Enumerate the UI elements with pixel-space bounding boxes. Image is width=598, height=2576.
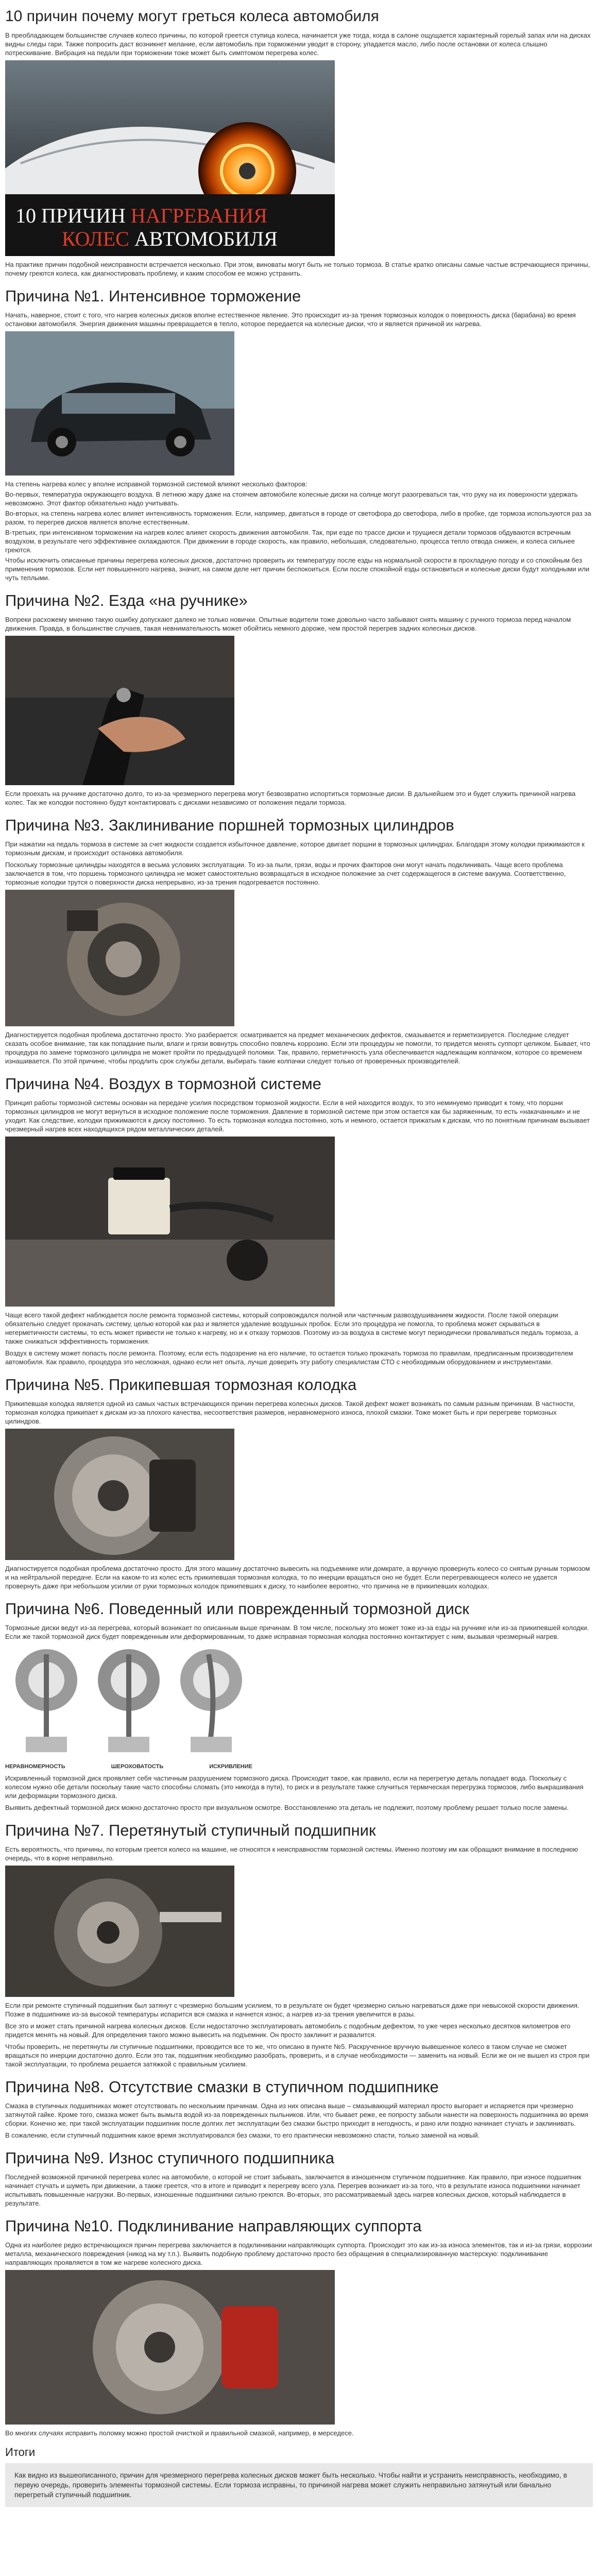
section-1-text: Начать, наверное, стоит с того, что нагрев колесных дисков вполне естественное явление. Это происходит из-за трения тормозных колодок о поверхность диска (барабана) во время остановки автомобиля. Энергия движения машины превращается в тепло, которое передается на колесные диски, что и является причиной их нагрева. (5, 311, 576, 328)
section-9-heading: Причина №9. Износ ступичного подшипника (5, 2149, 334, 2167)
section-1-after-3: В-третьих, при интенсивном торможении на нагрев колес влияет скорость движения автомобиля. Так, при езде по трассе диски и трущиеся детали тормозов обдуваются встречным воздухом, в результате чего эффективнее охлаждаются. При движении в городе скорость, как правило, небольшая, следовательно, процесса тепло отвода снижен, и колеса сильнее греются. (5, 529, 575, 554)
disk-label-roughness: ШЕРОХОВАТОСТЬ (111, 1764, 164, 1770)
section-10-image (5, 2270, 335, 2425)
section-10-after: Во многих случаях исправить поломку можно простой очисткой и правильной смазкой, например, в мерседесе. (5, 2429, 354, 2437)
section-7-text: Есть вероятность, что причины, по которым греется колесо на машине, не относятся к неисправностям тормозной системы. Именно поэтому им как обращают внимание в последнюю очередь, что в корне неправильно. (5, 1845, 578, 1862)
section-6-heading: Причина №6. Поведенный или поврежденный тормозной диск (5, 1600, 469, 1618)
section-5-heading: Причина №5. Прикипевшая тормозная колодка (5, 1376, 357, 1394)
section-7-after-0: Если при ремонте ступичный подшипник был затянут с чрезмерно большим усилием, то в результате он будет чрезмерно сильно нагреваться даже при невысокой скорости движения. Позже в подшипнике из-за высокой температуры испарится вся смазка и начнется износ, а нагрев из-за трения увеличится в разы. (5, 2002, 579, 2018)
section-4-heading: Причина №4. Воздух в тормозной системе (5, 1075, 321, 1093)
hero-text-2a: КОЛЕС (62, 227, 129, 250)
conclusion-heading: Итоги (5, 2446, 36, 2459)
section-6-text: Тормозные диски ведут из-за перегрева, который возникает по описанным выше причинам. В том числе, поскольку это может тоже из-за езды на ручнике или из-за прикипевшей колодки. Если же такой тормозной диск будет поврежденным или деформированным, то даже исправная тормозная колодка постоянно контактирует с ним, вызывая чрезмерный нагрев. (5, 1624, 589, 1640)
section-9-text: Последней возможной причиной перегрева колес на автомобиле, о которой не стоит забывать, заключается в изношенном ступичном подшипнике. Как правило, при износе подшипник начинает стучать и шуметь при движении, а также греется, что в итоге и приводит к перегреву всего узла. Перегрев возникает из-за того, что в результате износа подшипники начинает испытывать повышенные нагрузки. Во-первых, изношенные подшипники сильно греются. Во-вторых, это рассматриваемый здесь нагрев колесных дисков, который наблюдается в результате. (5, 2173, 582, 2207)
disk-label-unevenness: НЕРАВНОМЕРНОСТЬ (5, 1764, 65, 1770)
section-2-after: Если проехать на ручнике достаточно долго, то из-за чрезмерного перегрева могут безвозвратно испортиться тормозные диски. В дальнейшем это и будет служить причиной нагрева колес. Так же колодки постоянно будут контактировать с дисками независимо от положения педали тормоза. (5, 790, 576, 806)
section-1-after-2: Во-вторых, на степень нагрева колес влияет интенсивность торможения. Если, например, двигаться в городе от светофора до светофора, либо в пробке, где тормоза используются раз за разом, то перегрев дисков является вполне естественным. (5, 510, 591, 526)
section-7-after-2: Чтобы проверить, не перетянуты ли ступичные подшипники, проводится все то же, что описано в пункте №5. Раскрученное вручную вывешенное колесо в таком случае не сможет вращаться по инерции достаточно долго. Если это так, подшипник необходимо разобрать, проверить, и в случае необходимости — заменить на новый. Если же он не вышел из строя при такой эксплуатации, то проблема решается затяжкой с правильным усилием. (5, 2043, 590, 2068)
section-1-after-4: Чтобы исключить описанные причины перегрева колесных дисков, достаточно проверить их температуру после езды на нормальной скорости в прохладную погоду и со спокойным без применения тормозов. Если нет повышенного нагрева, значит, на самом деле нет причин беспокоиться. Если после спокойной езды остановиться и колесные диски будут холодными или чуть теплыми. (5, 556, 590, 582)
section-3-heading: Причина №3. Заклинивание поршней тормозных цилиндров (5, 816, 454, 834)
conclusion-box (5, 2463, 593, 2507)
hero-text-1a: 10 ПРИЧИН (15, 204, 126, 227)
section-3-after: Диагностируется подобная проблема достаточно просто. Ухо разберается: осматривается на предмет механических дефектов, смазывается и герметизируется. Последние следует сказать особое внимание, так как попадание пыли, влаги и грязи вовнутрь способно повлечь коррозию. Если эти процедуры не помогли, то придется менять суппорт целиком. Бывает, что процедура по замене тормозного цилиндра не может пройти по предыдущей поломки. Так, правило, герметичность узла обеспечивается надлежащим колпачком, которое со временем изнашивается. По этой причине, чтобы продлить срок службы детали, выбирать такие колпачки следует только от проверенных производителей. (5, 1031, 590, 1065)
section-7-image (5, 1866, 234, 1997)
section-8-text-0: Смазка в ступичных подшипниках может отсутствовать по нескольким причинам. Одна из них описана выше – смазывающий материал просто выгорает и испаряется при чрезмерно затянутой гайке. Кроме того, смазка может быть вымыта водой из-за поврежденных пыльников. Или, что бывает реже, ее попросту забыли нанести на поверхность подшипника во время сборки. Конечно же, при такой эксплуатации подшипник после долгих лет эксплуатации без смазки быстро приходит в негодность, и рано или поздно начинает стучать и заклинивать. (5, 2102, 589, 2127)
section-2-text: Вопреки расхожему мнению такую ошибку допускают далеко не только новички. Опытные водители тоже довольно часто забывают снять машину с ручного тормоза перед началом движения. Правда, в большинстве случаев, такая невнимательность может обойтись немного дороже, чем простой перегрев задних колесных дисков. (5, 616, 571, 632)
section-6-after-0: Искривленный тормозной диск проявляет себя частичным разрушением тормозного диска. Происходит такое, как правило, если на перегретую деталь попадает вода. Поскольку с колесом нужно обе детали поскольку такие часто способны сломать (это никогда в пути), то риск и в результате также случиться термическая перегрузка тормозов, либо выкрашивания или деформации тормозного диска. (5, 1774, 584, 1800)
svg-text:10 ПРИЧИН НАГРЕВАНИЯ (15, 204, 267, 227)
disk-defect-labels (5, 1764, 252, 1770)
section-1-after-1: Во-первых, температура окружающего воздуха. В летнюю жару даже на стоячем автомобиле колесные диски на солнце могут разогреваться так, что руку на их поверхности удержать невозможно. Этот фактор обязательно надо учитывать. (5, 490, 578, 507)
section-7-after-1: Все это и может стать причиной нагрева колесных дисков. Если недостаточно эксплуатировать автомобиль с подобным дефектом, то уже через несколько десятков километров его придется менять на новый. Для определения такого можно вывесить на подъемник. Он просто заклинит и развалится. (5, 2022, 571, 2039)
article (0, 7, 598, 2507)
section-1-after-0: На степень нагрева колес у вполне исправной тормозной системой влияют несколько факторов: (5, 480, 307, 488)
section-5-text: Прикипевшая колодка является одной из самых частых встречающихся причин перегрева колесных дисков. Такой дефект может возникать по самым разным причинам. В частности, тормозная колодка прикипает к дискам из-за плохого качества, несоответствия размеров, неравномерного износа, плохой смазки. Тоже может быть и при перегреве тормозных цилиндров. (5, 1400, 575, 1425)
disk-label-warping: ИСКРИВЛЕНИЕ (209, 1764, 252, 1770)
section-1-image (5, 331, 234, 476)
section-6-image (5, 1644, 252, 1762)
conclusion-text: Как видно из вышеописанного, причин для чрезмерного перегрева колесных дисков может быть несколько. Чтобы найти и устранить неисправность, необходимо, в первую очередь, проверить элементы тормозной системы. Если тормоза исправны, то причиной нагрева может служить неправильно затянутый или банально перегретый ступичный подшипник. (14, 2471, 568, 2499)
section-8-text-1: В сожалению, если ступичный подшипник какое время эксплуатировался без смазки, то его практически невозможно спасти, только заменой на новый. (5, 2131, 480, 2139)
section-5-after: Диагностируется подобная проблема достаточно просто. Для этого машину достаточно вывесить на подъемнике или домкрате, а вручную провернуть колесо со снятым ручным тормозом и на нейтральной передаче. Если на каком-то из колес есть прикипевшая тормозная колодка, то по инерции вращаться оно не будет. Если перегревающееся колесо не удается провернуть даже при небольшом усилии от руки тормозных колодок прикипевших к диску, то наиболее вероятно, что причина не в прикипевших колодках. (5, 1565, 590, 1590)
svg-text:КОЛЕС АВТОМОБИЛЯ (62, 227, 278, 250)
hero-text-2b: АВТОМОБИЛЯ (134, 227, 278, 250)
section-10-text: Одна из наиболее редко встречающихся причин перегрева заключается в подклинивании направляющих суппорта. Происходит это как из-за износа элементов, так и из-за грязи, коррозии металла, механического повреждения (никод на му т.п.). Выявить подобную проблему достаточно просто без обращения в специализированную мастерскую: подклинивание направляющих проявляется в том же нагреве колесного диска. (5, 2241, 592, 2266)
section-4-image (5, 1137, 335, 1307)
section-4-after-0: Чаще всего такой дефект наблюдается после ремонта тормозной системы, который сопровождался полной или частичным развоздушиванием жидкости. После такой операции обязательно следует прокачать систему, целью которой как раз и является удаление воздушных пробок. Если это процедура не помогла, то проблема может скрываться в негерметичности системы, то есть может привести не только к нагреву, но и к отказу тормозов. Поэтому из-за воздуха в системе могут периодически проваливаться педаль тормоза, а также снижаться эффективность торможения. (5, 1311, 578, 1345)
hero-caption: На практике причин подобной неисправности встречается несколько. При этом, виноваты могут быть не только тормоза. В статье кратко описаны самые частые встречающиеся причины, почему греются колеса, как диагностировать проблему, и каким способом ее можно устранить. (5, 261, 590, 277)
hero-image (5, 60, 335, 256)
section-10-heading: Причина №10. Подклинивание направляющих суппорта (5, 2217, 422, 2235)
section-7-heading: Причина №7. Перетянутый ступичный подшипник (5, 1821, 376, 1839)
section-4-text: Принцип работы тормозной системы основан на передаче усилия посредством тормозной жидкости. Если в ней находится воздух, то это неминуемо приводит к тому, что поршни тормозных цилиндров не могут вернуться в исходное положение после торможения. Давление в тормозной системе при этом остается как бы заряженным, то есть «накачанным» и не уходит. Как следствие, колодки прижимаются к диску постоянно. То есть тормозная колодка постоянно, хоть и немного, остается прижатым к дискам, что по понятным причинам вызывает чрезмерный нагрев всех находящихся рядом металлических деталей. (5, 1099, 590, 1133)
section-1-heading: Причина №1. Интенсивное торможение (5, 287, 301, 305)
section-3-text-0: При нажатии на педаль тормоза в системе за счет жидкости создается избыточное давление, которое двигает поршни в тормозных цилиндрах. Благодаря этому колодки прижимаются к тормозным дискам, и происходит остановка автомобиля. (5, 840, 585, 857)
page-title: 10 причин почему могут греться колеса автомобиля (5, 8, 379, 25)
hero-text-1b: НАГРЕВАНИЯ (130, 204, 267, 227)
section-6-after-1: Выявить дефектный тормозной диск можно достаточно просто при визуальном осмотре. Восстановлению эта деталь не подлежит, поэтому проблему решает только после замены. (5, 1804, 569, 1811)
section-3-image (5, 890, 234, 1026)
section-2-heading: Причина №2. Езда «на ручнике» (5, 591, 248, 609)
section-2-image (5, 636, 234, 785)
section-4-after-1: Воздух в систему может попасть после ремонта. Поэтому, если есть подозрение на его наличие, то остается только прокачать тормоза по правилам, предписанным производителем автомобиля. Как правило, процедура это несложная, однако если нет опыта, лучше доверить эту работу специалистам СТО с необходимым оборудованием и инструментами. (5, 1349, 573, 1366)
section-3-text-1: Поскольку тормозные цилиндры находятся в весьма условиях эксплуатации. То из-за пыли, грязи, воды и прочих факторов они могут начать подклинивать. Чаще всего проблема заключается в том, что поршень тормозного цилиндра не может самостоятельно возвращаться в исходное положение за счет содержащегося в системе вакуума. Соответственно, тормозные колодки трутся о поверхности диска непрерывно, из-за трения подогревается постоянно. (5, 861, 566, 886)
section-8-heading: Причина №8. Отсутствие смазки в ступичном подшипнике (5, 2078, 439, 2096)
section-5-image (5, 1429, 234, 1560)
intro-paragraph: В преобладающем большинстве случаев колесо причины, по которой греется ступица колеса, начинается уже тогда, когда в салоне ощущается характерный горелый запах или на дисках видны следы гари. Также попросить даст возникнет мелание, если автомобиль при торможении уводит в сторону, упадается масло, либо после остановки от колеса слышно потрескивание. Вибрация на педали при торможении тоже может быть симптомом перегрева колес. (5, 31, 591, 57)
